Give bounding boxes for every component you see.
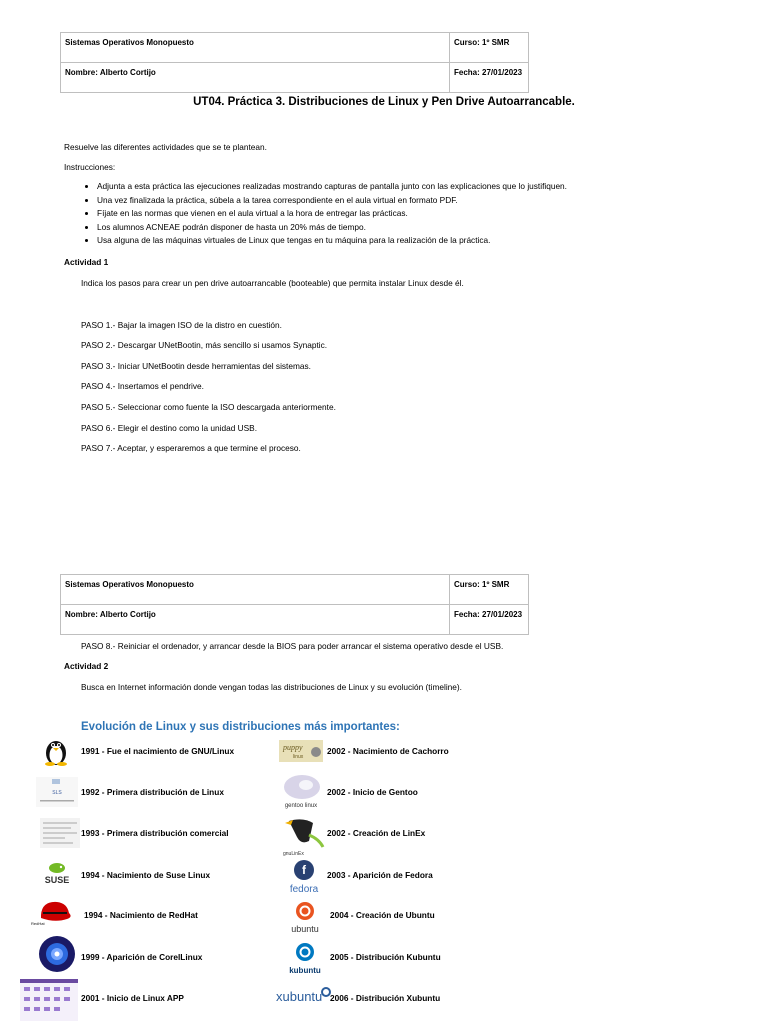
- svg-text:f: f: [302, 863, 306, 877]
- list-item: • Los alumnos ACNEAE podrán disponer de hasta un 20% más de tiempo.: [97, 221, 567, 235]
- timeline-item: 2002 - Creación de LinEx: [327, 828, 426, 838]
- list-item: • Fíjate en las normas que vienen en el aula virtual a la hora de entregar las prácticas.: [97, 207, 567, 221]
- redhat-logo-icon: [27, 897, 77, 929]
- fedora-logo-icon: [284, 859, 324, 895]
- step-4: PASO 4.- Insertamos el pendrive.: [81, 381, 204, 391]
- activity2-question: Busca en Internet información donde vengan todas las distribuciones de Linux y su evolución (timeline).: [81, 682, 462, 692]
- timeline-item: 2003 - Aparición de Fedora: [327, 870, 433, 880]
- suse-logo-icon: [39, 860, 75, 886]
- tux-logo-icon: [41, 736, 71, 766]
- date-cell: Fecha: 27/01/2023: [450, 605, 529, 635]
- corel-cd-icon: [38, 935, 76, 973]
- timeline-item: 2002 - Inicio de Gentoo: [327, 787, 418, 797]
- step-7: PASO 7.- Aceptar, y esperaremos a que termine el proceso.: [81, 443, 301, 453]
- timeline-item: 2004 - Creación de Ubuntu: [330, 910, 435, 920]
- step-5: PASO 5.- Seleccionar como fuente la ISO descargada anteriormente.: [81, 402, 336, 412]
- svg-text:RedHat: RedHat: [31, 921, 45, 926]
- xubuntu-logo-icon: [275, 984, 331, 1008]
- kubuntu-logo-icon: [285, 940, 325, 976]
- linux-app-icon: [20, 979, 78, 1021]
- subject-cell: Sistemas Operativos Monopuesto: [61, 33, 450, 63]
- step-2: PASO 2.- Descargar UNetBootin, más sencillo si usamos Synaptic.: [81, 340, 328, 350]
- page-title: UT04. Práctica 3. Distribuciones de Linux y Pen Drive Autoarrancable.: [193, 96, 575, 108]
- timeline-heading: Evolución de Linux y sus distribuciones más importantes:: [81, 721, 400, 733]
- course-cell: Curso: 1º SMR: [450, 575, 529, 605]
- instructions-list: [80, 180, 567, 248]
- ubuntu-logo-icon: [285, 900, 325, 936]
- step-6: PASO 6.- Elegir el destino como la unidad USB.: [81, 423, 258, 433]
- timeline-item: 2002 - Nacimiento de Cachorro: [327, 746, 449, 756]
- timeline-item: 2006 - Distribución Xubuntu: [330, 993, 441, 1003]
- intro-text: Resuelve las diferentes actividades que se te plantean.: [64, 142, 267, 152]
- list-item: • Usa alguna de las máquinas virtuales de Linux que tengas en tu máquina para la realización de la práctica.: [97, 234, 567, 248]
- activity1-label: Actividad 1: [64, 257, 109, 267]
- svg-text:puppy: puppy: [283, 743, 303, 752]
- linex-logo-icon: [279, 813, 325, 857]
- svg-text:gnuLinEx: gnuLinEx: [283, 851, 304, 857]
- activity1-question: Indica los pasos para crear un pen drive autoarrancable (booteable) que permita instalar Linux desde él.: [81, 278, 464, 288]
- svg-text:xubuntu: xubuntu: [276, 989, 323, 1004]
- step-3: PASO 3.- Iniciar UNetBootin desde herramientas del sistemas.: [81, 361, 311, 371]
- svg-text:gentoo linux: gentoo linux: [284, 803, 318, 809]
- list-item: • Una vez finalizada la práctica, súbela a la tarea correspondiente en el aula virtual en formato PDF.: [97, 194, 567, 208]
- instructions-label: Instrucciones:: [64, 162, 116, 172]
- svg-text:fedora: fedora: [289, 884, 319, 895]
- sls-logo-icon: [36, 777, 78, 807]
- activity2-label: Actividad 2: [64, 661, 109, 671]
- date-cell: Fecha: 27/01/2023: [450, 63, 529, 93]
- puppy-linux-logo-icon: [279, 740, 323, 762]
- course-cell: Curso: 1º SMR: [450, 33, 529, 63]
- gentoo-logo-icon: [278, 772, 324, 810]
- timeline-item: 2005 - Distribución Kubuntu: [330, 952, 441, 962]
- step-1: PASO 1.- Bajar la imagen ISO de la distro en cuestión.: [81, 320, 282, 330]
- name-cell: Nombre: Alberto Cortijo: [61, 605, 450, 635]
- step-8: PASO 8.- Reiniciar el ordenador, y arrancar desde la BIOS para poder arrancar el sistema operativo desde el USB.: [81, 641, 504, 651]
- svg-text:SUSE: SUSE: [44, 875, 70, 885]
- svg-text:SLS: SLS: [52, 790, 62, 796]
- subject-cell: Sistemas Operativos Monopuesto: [61, 575, 450, 605]
- timeline-item: 1992 - Primera distribución de Linux: [81, 787, 224, 797]
- timeline-item: 1994 - Nacimiento de RedHat: [84, 910, 198, 920]
- svg-text:linux: linux: [293, 754, 304, 760]
- name-cell: Nombre: Alberto Cortijo: [61, 63, 450, 93]
- timeline-item: 1999 - Aparición de CorelLinux: [81, 952, 203, 962]
- svg-text:ubuntu: ubuntu: [291, 924, 319, 934]
- commercial-distro-icon: [40, 818, 80, 848]
- timeline-item: 1991 - Fue el nacimiento de GNU/Linux: [81, 746, 235, 756]
- header-table: [60, 32, 529, 93]
- timeline-item: 2001 - Inicio de Linux APP: [81, 993, 184, 1003]
- timeline-item: 1994 - Nacimiento de Suse Linux: [81, 870, 211, 880]
- svg-text:kubuntu: kubuntu: [289, 966, 321, 975]
- header-table-page2: [60, 574, 529, 635]
- list-item: • Adjunta a esta práctica las ejecuciones realizadas mostrando capturas de pantalla junto con las explicaciones que lo justifiquen.: [97, 180, 567, 194]
- timeline-item: 1993 - Primera distribución comercial: [81, 828, 229, 838]
